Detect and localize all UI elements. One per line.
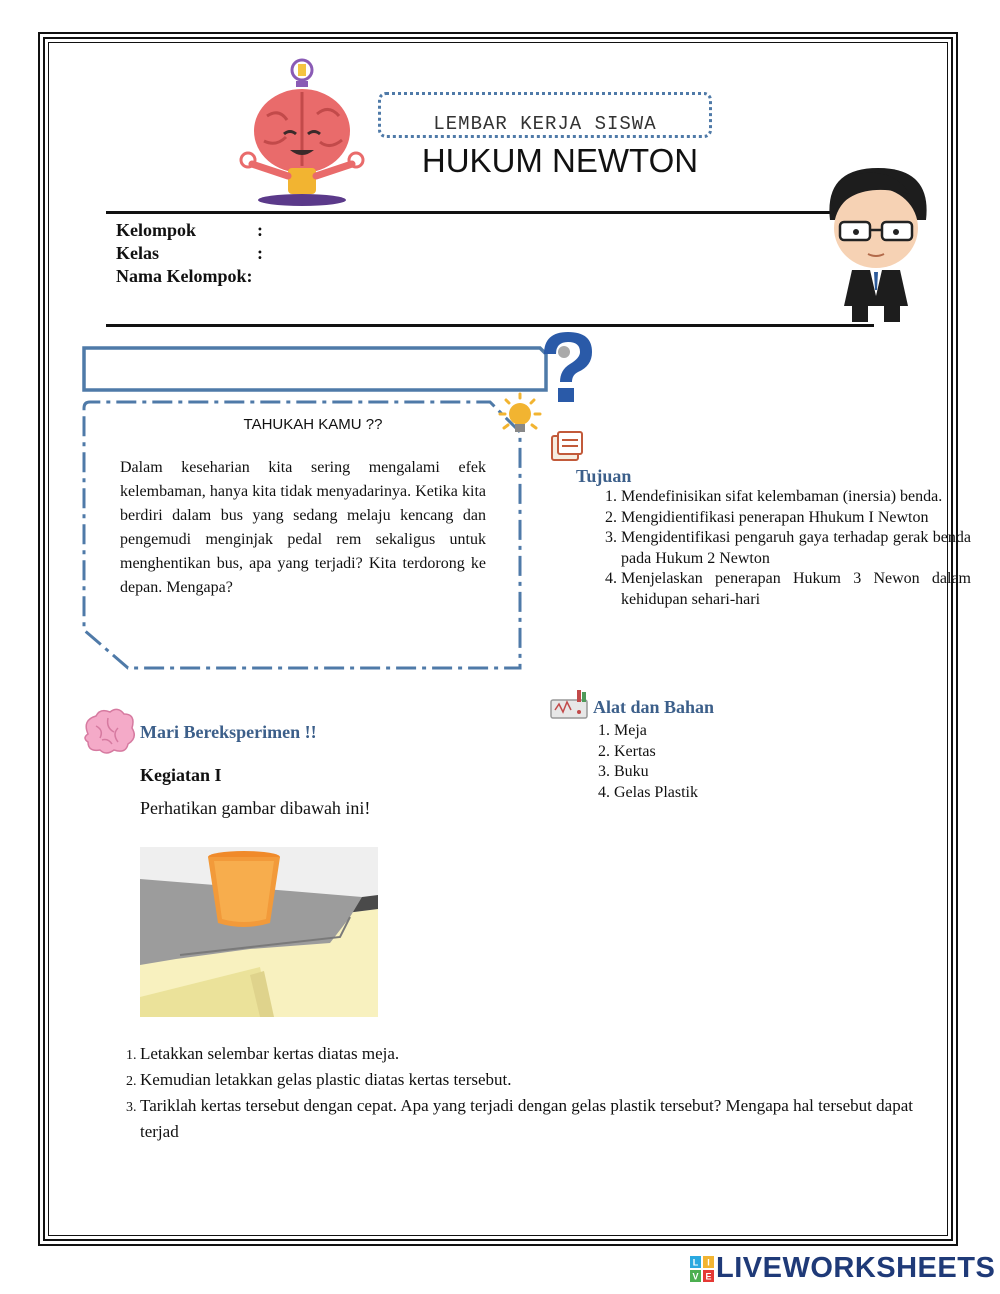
glass-on-paper-illustration — [140, 847, 378, 1017]
lightbulb-icon — [492, 392, 548, 442]
worksheet-subtitle: LEMBAR KERJA SISWA — [433, 113, 657, 135]
lab-equipment-icon — [549, 688, 589, 720]
nama-kelompok-label: Nama Kelompok: — [116, 266, 253, 286]
liveworksheets-brand[interactable]: LIVEWORKSHEETS — [716, 1252, 996, 1284]
tujuan-list — [576, 487, 971, 610]
brain-icon — [80, 708, 136, 756]
divider-top — [106, 211, 878, 214]
tujuan-item: 2. Mengidientifikasi penerapan Hhukum I Newton — [621, 508, 971, 529]
banner-frame — [80, 344, 550, 396]
alat-heading: Alat dan Bahan — [593, 697, 715, 717]
kelas-colon: : — [257, 243, 263, 263]
student-character-icon — [818, 166, 934, 326]
tujuan-item: 3. Mengidentifikasi pengaruh gaya terhadap gerak benda pada Hukum 2 Newton — [621, 528, 971, 569]
tujuan-item: 1. Mendefinisikan sifat kelembaman (inersia) benda. — [621, 487, 971, 508]
logo-letter-i: I — [707, 1257, 710, 1268]
tahukah-title: TAHUKAH KAMU ?? — [243, 416, 383, 433]
step-item: 1. Letakkan selembar kertas diatas meja. — [140, 1041, 940, 1067]
tujuan-heading: Tujuan — [576, 466, 632, 486]
notepad-icon — [548, 430, 586, 464]
brain-mascot-icon — [232, 56, 372, 206]
step-item: 2. Kemudian letakkan gelas plastic diatas kertas tersebut. — [140, 1067, 940, 1093]
instruction-text: Perhatikan gambar dibawah ini! — [140, 798, 371, 818]
tujuan-item: 4. Menjelaskan penerapan Hukum 3 Newon dalam kehidupan sehari-hari — [621, 569, 971, 610]
tahukah-text: Dalam keseharian kita sering mengalami efek kelembaman, hanya kita tidak menyadarinya. Ketika kita berdiri dalam bus yang sedang melaju kencang dan pengemudi menginjak pedal rem sekaligus untuk menghentikan bus, apa yang terjadi? Kita terdorong ke depan. Mengapa? — [120, 459, 486, 596]
kelompok-label: Kelompok — [116, 220, 197, 240]
alat-list — [574, 721, 698, 803]
alat-item: 4. Gelas Plastik — [614, 783, 698, 804]
alat-item: 3. Buku — [614, 762, 698, 783]
kegiatan-title: Kegiatan I — [140, 765, 222, 785]
alat-item: 2. Kertas — [614, 742, 698, 763]
liveworksheets-logo-icon — [690, 1256, 714, 1282]
alat-item: 1. Meja — [614, 721, 698, 742]
logo-letter-e: E — [705, 1271, 712, 1282]
kelas-label: Kelas — [116, 243, 159, 263]
steps-list — [108, 1041, 940, 1145]
worksheet-title: HUKUM NEWTON — [421, 142, 699, 179]
divider-bottom — [106, 324, 874, 327]
logo-letter-l: L — [692, 1257, 699, 1268]
eksperimen-heading: Mari Bereksperimen !! — [140, 722, 317, 742]
step-item: 3. Tariklah kertas tersebut dengan cepat. Apa yang terjadi dengan gelas plastik tersebut? Mengapa hal tersebut dapat terjad — [140, 1093, 940, 1145]
logo-letter-v: V — [692, 1271, 699, 1282]
kelompok-colon: : — [257, 220, 263, 240]
